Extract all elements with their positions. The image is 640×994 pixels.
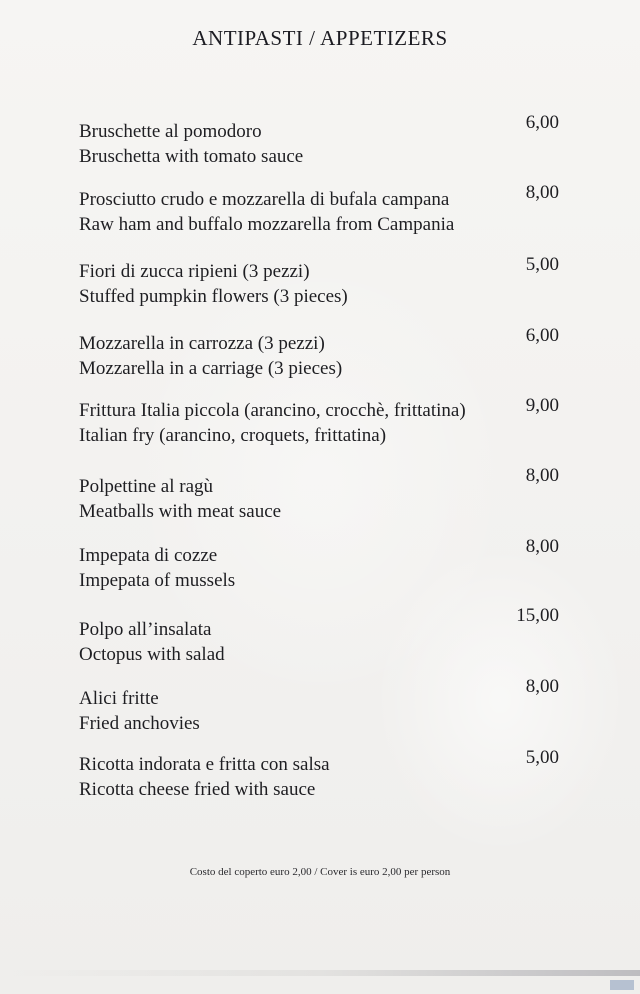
paper-edge-shadow — [0, 970, 640, 976]
item-name-english: Octopus with salad — [79, 644, 225, 665]
menu-item — [79, 254, 559, 309]
item-name-italian: Prosciutto crudo e mozzarella di bufala campana — [79, 189, 450, 210]
menu-item — [79, 536, 559, 593]
item-name-italian: Bruschette al pomodoro — [79, 121, 262, 142]
menu-item — [79, 112, 559, 169]
item-name-italian: Impepata di cozze — [79, 545, 218, 566]
item-price: 8,00 — [525, 465, 559, 486]
menu-item — [79, 465, 559, 524]
item-name-english: Impepata of mussels — [79, 570, 236, 591]
item-price: 6,00 — [525, 325, 559, 346]
item-name-italian: Fiori di zucca ripieni (3 pezzi) — [79, 261, 310, 282]
item-name-english: Mozzarella in a carriage (3 pieces) — [79, 358, 343, 379]
item-price: 9,00 — [525, 395, 559, 416]
item-name-italian: Frittura Italia piccola (arancino, crocchè, frittatina) — [79, 400, 466, 421]
item-price: 8,00 — [525, 676, 559, 697]
cover-charge-note: Costo del coperto euro 2,00 / Cover is euro 2,00 per person — [189, 866, 451, 878]
item-name-italian: Ricotta indorata e fritta con salsa — [79, 754, 330, 775]
menu-item — [79, 182, 559, 237]
item-name-english: Raw ham and buffalo mozzarella from Campania — [79, 214, 455, 235]
item-price: 5,00 — [525, 254, 559, 275]
item-name-italian: Alici fritte — [79, 688, 159, 709]
item-name-english: Bruschetta with tomato sauce — [79, 146, 304, 167]
menu-item — [79, 605, 559, 667]
menu-item — [79, 676, 559, 736]
item-name-italian: Polpettine al ragù — [79, 476, 214, 497]
item-price: 6,00 — [525, 112, 559, 133]
item-name-italian: Polpo all’insalata — [79, 619, 212, 640]
item-price: 8,00 — [525, 536, 559, 557]
item-price: 5,00 — [525, 747, 559, 768]
menu-title: ANTIPASTI / APPETIZERS — [192, 26, 448, 50]
item-price: 8,00 — [525, 182, 559, 203]
item-name-english: Meatballs with meat sauce — [79, 501, 282, 522]
menu-item — [79, 395, 559, 448]
item-name-english: Italian fry (arancino, croquets, frittatina) — [79, 425, 387, 446]
item-name-italian: Mozzarella in carrozza (3 pezzi) — [79, 333, 325, 354]
corner-stamp-mark — [610, 980, 634, 990]
item-name-english: Fried anchovies — [79, 713, 200, 734]
item-name-english: Ricotta cheese fried with sauce — [79, 779, 316, 800]
item-name-english: Stuffed pumpkin flowers (3 pieces) — [79, 286, 348, 307]
item-price: 15,00 — [516, 605, 559, 626]
menu-item — [79, 747, 559, 802]
menu-item — [79, 325, 559, 381]
